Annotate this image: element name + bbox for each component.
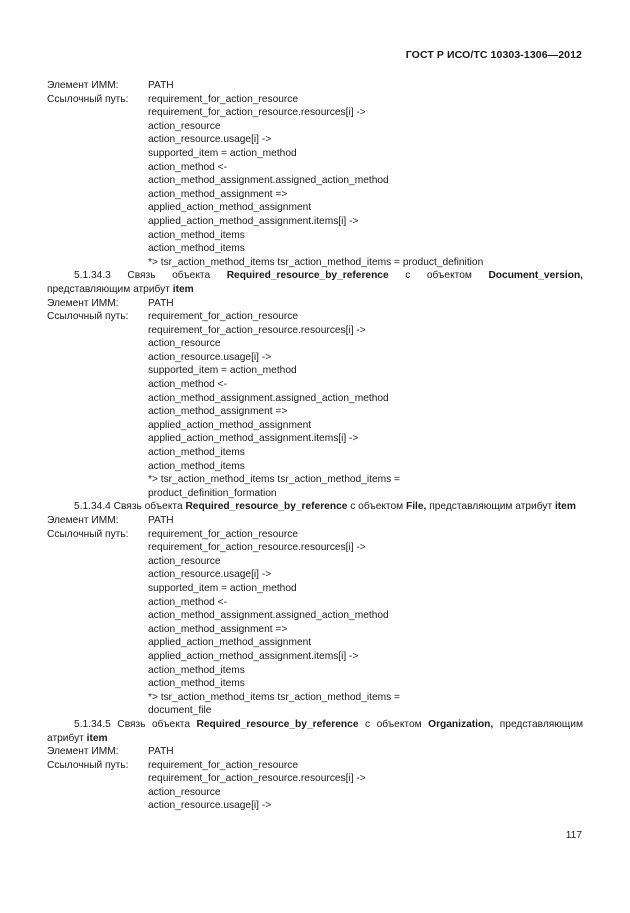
- page-number: 117: [565, 830, 582, 841]
- path-line: action_resource.usage[i] ->: [148, 351, 272, 363]
- path-line: action_resource: [148, 120, 221, 132]
- heading-text: 5.1.34.5 Связь объекта: [74, 718, 197, 730]
- element-row: [47, 79, 583, 93]
- heading-text: с объектом: [358, 718, 429, 730]
- heading-target: File,: [405, 501, 427, 513]
- mapping-block-2: [47, 269, 583, 500]
- path-line: action_resource.usage[i] ->: [148, 134, 272, 146]
- path-line: action_method_assignment.assigned_action_method: [148, 175, 389, 187]
- heading-attribute: item: [86, 732, 108, 744]
- path-line: action_method_items: [148, 678, 245, 690]
- ref-path-row: [47, 93, 583, 270]
- path-line: supported_item = action_method: [148, 365, 297, 377]
- path-line: requirement_for_action_resource.resources[i] ->: [148, 107, 366, 119]
- element-label: Элемент ИММ:: [47, 515, 119, 526]
- section-heading: [47, 269, 583, 296]
- path-line: applied_action_method_assignment: [148, 637, 312, 649]
- ref-path-value: [148, 93, 583, 270]
- element-row: [47, 514, 583, 528]
- ref-path-label: Ссылочный путь:: [47, 311, 129, 323]
- path-line: action_method <-: [148, 596, 228, 608]
- heading-entity: Required_resource_by_reference: [226, 270, 389, 282]
- element-label: Элемент ИММ:: [47, 746, 119, 758]
- path-line: *> tsr_action_method_items tsr_action_method_items =: [148, 691, 400, 703]
- element-value: PATH: [148, 746, 174, 758]
- ref-path-value: [148, 528, 583, 718]
- heading-text: представляющим атрибут: [47, 283, 173, 295]
- ref-path-label: Ссылочный путь:: [47, 759, 129, 771]
- path-line: supported_item = action_method: [148, 582, 297, 594]
- ref-path-row: [47, 310, 583, 500]
- element-value: PATH: [148, 515, 174, 526]
- heading-text: с объектом: [347, 501, 406, 513]
- path-line: requirement_for_action_resource: [148, 528, 299, 540]
- element-label: Элемент ИММ:: [47, 80, 119, 91]
- heading-text: 5.1.34.3 Связь объекта: [74, 270, 227, 282]
- heading-entity: Required_resource_by_reference: [196, 718, 359, 730]
- path-line: applied_action_method_assignment: [148, 202, 312, 214]
- path-line: action_method_items: [148, 447, 245, 459]
- path-line: applied_action_method_assignment.items[i] ->: [148, 215, 359, 227]
- mapping-block-3: [47, 500, 583, 718]
- ref-path-value: [148, 759, 583, 813]
- path-line: requirement_for_action_resource: [148, 311, 299, 323]
- path-line: action_method_assignment.assigned_action_method: [148, 610, 389, 622]
- element-value: PATH: [148, 297, 174, 309]
- path-line: requirement_for_action_resource.resources[i] ->: [148, 542, 366, 554]
- document-body: [47, 79, 583, 813]
- element-row: [47, 745, 583, 759]
- path-line: action_resource: [148, 555, 221, 567]
- ref-path-row: [47, 528, 583, 718]
- path-line: action_method_assignment =>: [148, 623, 288, 635]
- path-line: action_method_assignment.assigned_action_method: [148, 392, 389, 404]
- mapping-block-4: [47, 718, 583, 813]
- path-line: action_method <-: [148, 379, 228, 391]
- path-line: action_resource.usage[i] ->: [148, 569, 272, 581]
- path-line: action_resource: [148, 786, 221, 798]
- path-line: applied_action_method_assignment.items[i] ->: [148, 650, 359, 662]
- heading-attribute: item: [172, 283, 194, 295]
- heading-target: Organization,: [428, 718, 494, 730]
- path-line: action_resource.usage[i] ->: [148, 800, 272, 812]
- path-line: applied_action_method_assignment.items[i] ->: [148, 433, 359, 445]
- heading-text: с объектом: [388, 270, 489, 282]
- mapping-block-1: [47, 79, 583, 269]
- path-line: action_method_assignment =>: [148, 188, 288, 200]
- path-line: document_file: [148, 705, 212, 717]
- ref-path-value: [148, 310, 583, 500]
- heading-target: Document_version,: [488, 270, 583, 282]
- path-line: *> tsr_action_method_items tsr_action_method_items =: [148, 474, 400, 486]
- path-line: applied_action_method_assignment: [148, 419, 312, 431]
- heading-attribute: item: [554, 501, 576, 513]
- path-line: requirement_for_action_resource: [148, 759, 299, 771]
- path-line: action_method_items: [148, 229, 245, 241]
- ref-path-row: [47, 759, 583, 813]
- path-line: action_resource: [148, 338, 221, 350]
- path-line: requirement_for_action_resource: [148, 93, 299, 105]
- element-value: PATH: [148, 80, 174, 91]
- section-heading: [47, 500, 583, 514]
- heading-text: представляющим атрибут: [47, 718, 583, 744]
- path-line: action_method_items: [148, 664, 245, 676]
- heading-text: 5.1.34.4 Связь объекта: [74, 501, 186, 513]
- path-line: action_method_items: [148, 460, 245, 472]
- page-header: ГОСТ Р ИСО/ТС 10303-1306—2012: [405, 49, 582, 61]
- ref-path-label: Ссылочный путь:: [47, 528, 129, 540]
- element-label: Элемент ИММ:: [47, 297, 119, 309]
- path-line: requirement_for_action_resource.resources[i] ->: [148, 773, 366, 785]
- path-line: action_method <-: [148, 161, 228, 173]
- path-line: *> tsr_action_method_items tsr_action_method_items = product_definition: [148, 256, 484, 268]
- path-line: requirement_for_action_resource.resources[i] ->: [148, 324, 366, 336]
- heading-entity: Required_resource_by_reference: [185, 501, 348, 513]
- path-line: supported_item = action_method: [148, 147, 297, 159]
- heading-text: представляющим атрибут: [426, 501, 555, 513]
- section-heading: [47, 718, 583, 745]
- element-row: [47, 297, 583, 311]
- path-line: product_definition_formation: [148, 487, 277, 499]
- ref-path-label: Ссылочный путь:: [47, 93, 129, 105]
- path-line: action_method_assignment =>: [148, 406, 288, 418]
- path-line: action_method_items: [148, 243, 245, 255]
